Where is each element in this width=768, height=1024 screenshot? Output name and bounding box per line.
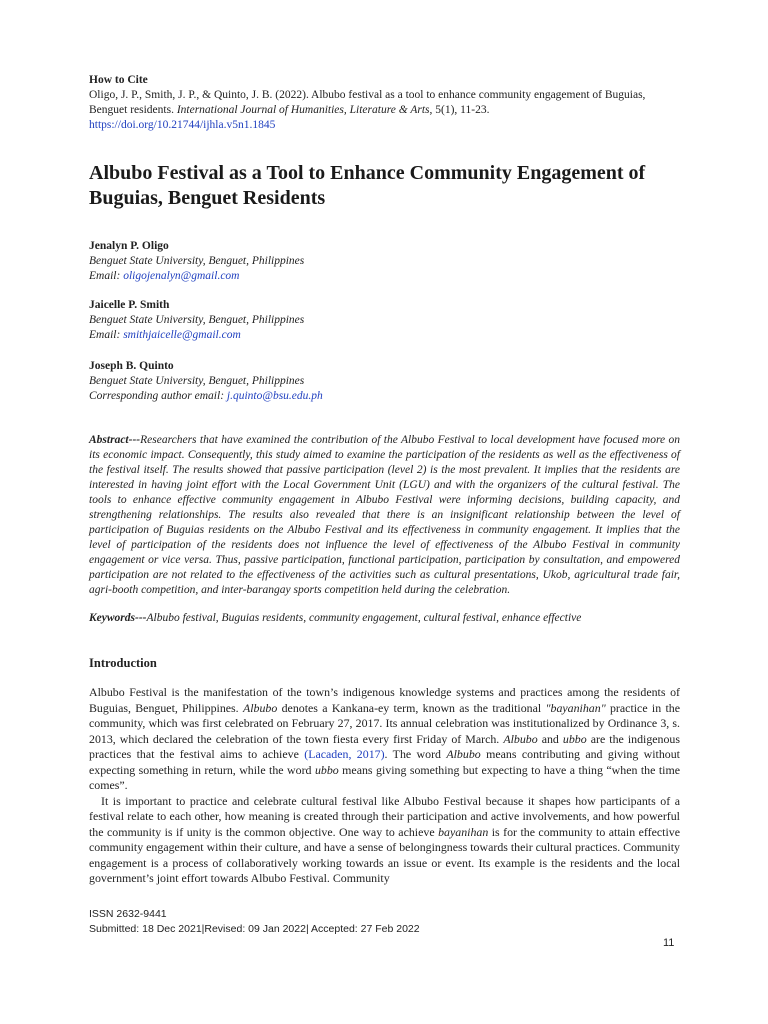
citation-link-lacaden[interactable]: (Lacaden, 2017) — [304, 747, 385, 761]
how-to-cite-heading: How to Cite — [89, 74, 148, 86]
author-email-link[interactable]: smithjaicelle@gmail.com — [123, 329, 241, 341]
page-number: 11 — [663, 937, 675, 949]
text-run-italic: Albubo — [446, 747, 481, 761]
text-run-italic: Albubo — [242, 700, 278, 715]
keywords — [89, 611, 680, 626]
author-affiliation: Benguet State University, Benguet, Philippines — [89, 314, 305, 326]
intro-paragraph-1 — [89, 685, 680, 794]
author-block-2 — [89, 298, 680, 343]
doi-link[interactable]: https://doi.org/10.21744/ijhla.v5n1.1845 — [89, 119, 276, 131]
text-run: denotes a Kankana-ey term, known as the traditional — [277, 700, 546, 715]
keywords-text: Albubo festival, Buguias residents, community engagement, cultural festival, enhance effective — [146, 612, 582, 624]
text-run-italic: ubbo — [562, 731, 587, 746]
section-heading-introduction: Introduction — [89, 656, 157, 670]
text-run-italic: Albubo — [503, 731, 538, 746]
text-run: . The word — [384, 747, 447, 761]
author-affiliation: Benguet State University, Benguet, Philippines — [89, 255, 305, 267]
paper-title: Albubo Festival as a Tool to Enhance Community Engagement of Buguias, Benguet Residents — [89, 162, 646, 209]
text-run-italic: ubbo — [314, 762, 339, 777]
email-label: Email: — [89, 270, 124, 282]
introduction-body — [89, 685, 680, 887]
author-block-3 — [89, 359, 680, 404]
author-name: Jaicelle P. Smith — [89, 299, 170, 311]
abstract-label: Abstract--- — [89, 434, 141, 446]
author-email-line — [89, 269, 680, 284]
text-run: practice in the community, which was first celebrated on February 27, 2017. Its annual celebration was institutionalized by Ordinance 3, s. 2013, which declared the celebration of the town fiesta every first Friday of March. — [89, 700, 680, 746]
keywords-label: Keywords--- — [89, 612, 147, 624]
abstract — [89, 433, 680, 598]
text-run: is for the community to attain effective community engagement within their culture, and have a sense of belongingness towards their cultural practices. Community engagement is a process of collaboratively working towards an issue or event. Its example is the residents and the local government’s joint effort towards Albubo Festival. Community — [89, 824, 680, 885]
text-run-italic: "bayanihan" — [545, 700, 606, 715]
author-email-line — [89, 328, 680, 343]
author-email-link[interactable]: j.quinto@bsu.edu.ph — [226, 390, 323, 402]
citation-volume-comma: , 5 — [429, 104, 442, 116]
author-name: Jenalyn P. Oligo — [89, 240, 169, 252]
author-name: Joseph B. Quinto — [89, 360, 174, 372]
text-run: It is important to practice and celebrate cultural festival like Albubo Festival because it shapes how participants of a festival relate to each other, how meaning is created through their participation and active involvements, and how powerful the community is if unity is the common objective. One way to achieve — [89, 793, 680, 839]
author-affiliation: Benguet State University, Benguet, Philippines — [89, 375, 305, 387]
issn: ISSN 2632-9441 — [89, 908, 167, 920]
text-run: are the indigenous practices that the festival aims to achieve — [89, 731, 680, 761]
text-run: Albubo Festival is the manifestation of the town’s indigenous knowledge systems and practices among the residents of Buguias, Benguet, Philippines. — [89, 685, 680, 715]
abstract-text: Researchers that have examined the contribution of the Albubo Festival to local development have focused more on its economic impact. Consequently, this study aimed to examine the participation of the residents as well as the effectiveness of the festival itself. The results showed that passive participation (level 2) is the most prevalent. It implies that the residents are interested in having joint effort with the Local Government Unit (LGU) and with the organizers of the cultural festival. The tools to enhance effective community engagement in Albubo Festival were informing decisions, building capacity, and strengthening relationships. The results also revealed that there is an insignificant relationship between the level of participation of Buguias residents on the Albubo Festival and its effectiveness in community engagement. It implies that the level of participation of the residents does not influence the level of effectiveness of the Albubo Festival in community engagement or vice versa. Thus, passive participation, functional participation, participation by consultation, and empowered participation are not related to the effectiveness of the activities such as cultural presentations, Ukob, agricultural trade fair, agri-booth competition, and inter-barangay sports competition held during the celebration. — [89, 434, 680, 596]
text-run: means contributing and giving without expecting something in return, while the word — [89, 747, 680, 777]
intro-paragraph-2 — [89, 794, 680, 887]
citation-text — [89, 88, 680, 133]
text-run-italic: bayanihan — [438, 824, 489, 839]
email-label: Email: — [89, 329, 124, 341]
citation-issue-pages: (1), 11-23. — [441, 104, 490, 116]
citation-journal: International Journal of Humanities, Literature & Arts — [176, 104, 430, 116]
text-run: and — [537, 731, 563, 746]
citation-authors-title: Oligo, J. P., Smith, J. P., & Quinto, J. B. (2022). Albubo festival as a tool to enhance community engagement of Buguias, Benguet residents. — [89, 89, 646, 116]
author-block-1 — [89, 239, 680, 284]
page-footer — [89, 907, 680, 936]
submission-dates: Submitted: 18 Dec 2021|Revised: 09 Jan 2022| Accepted: 27 Feb 2022 — [89, 922, 420, 935]
author-email-link[interactable]: oligojenalyn@gmail.com — [123, 270, 240, 282]
email-label: Corresponding author email: — [89, 390, 227, 402]
author-email-line — [89, 389, 680, 404]
text-run: means giving something but expecting to have a thing “when the time comes”. — [89, 762, 680, 792]
